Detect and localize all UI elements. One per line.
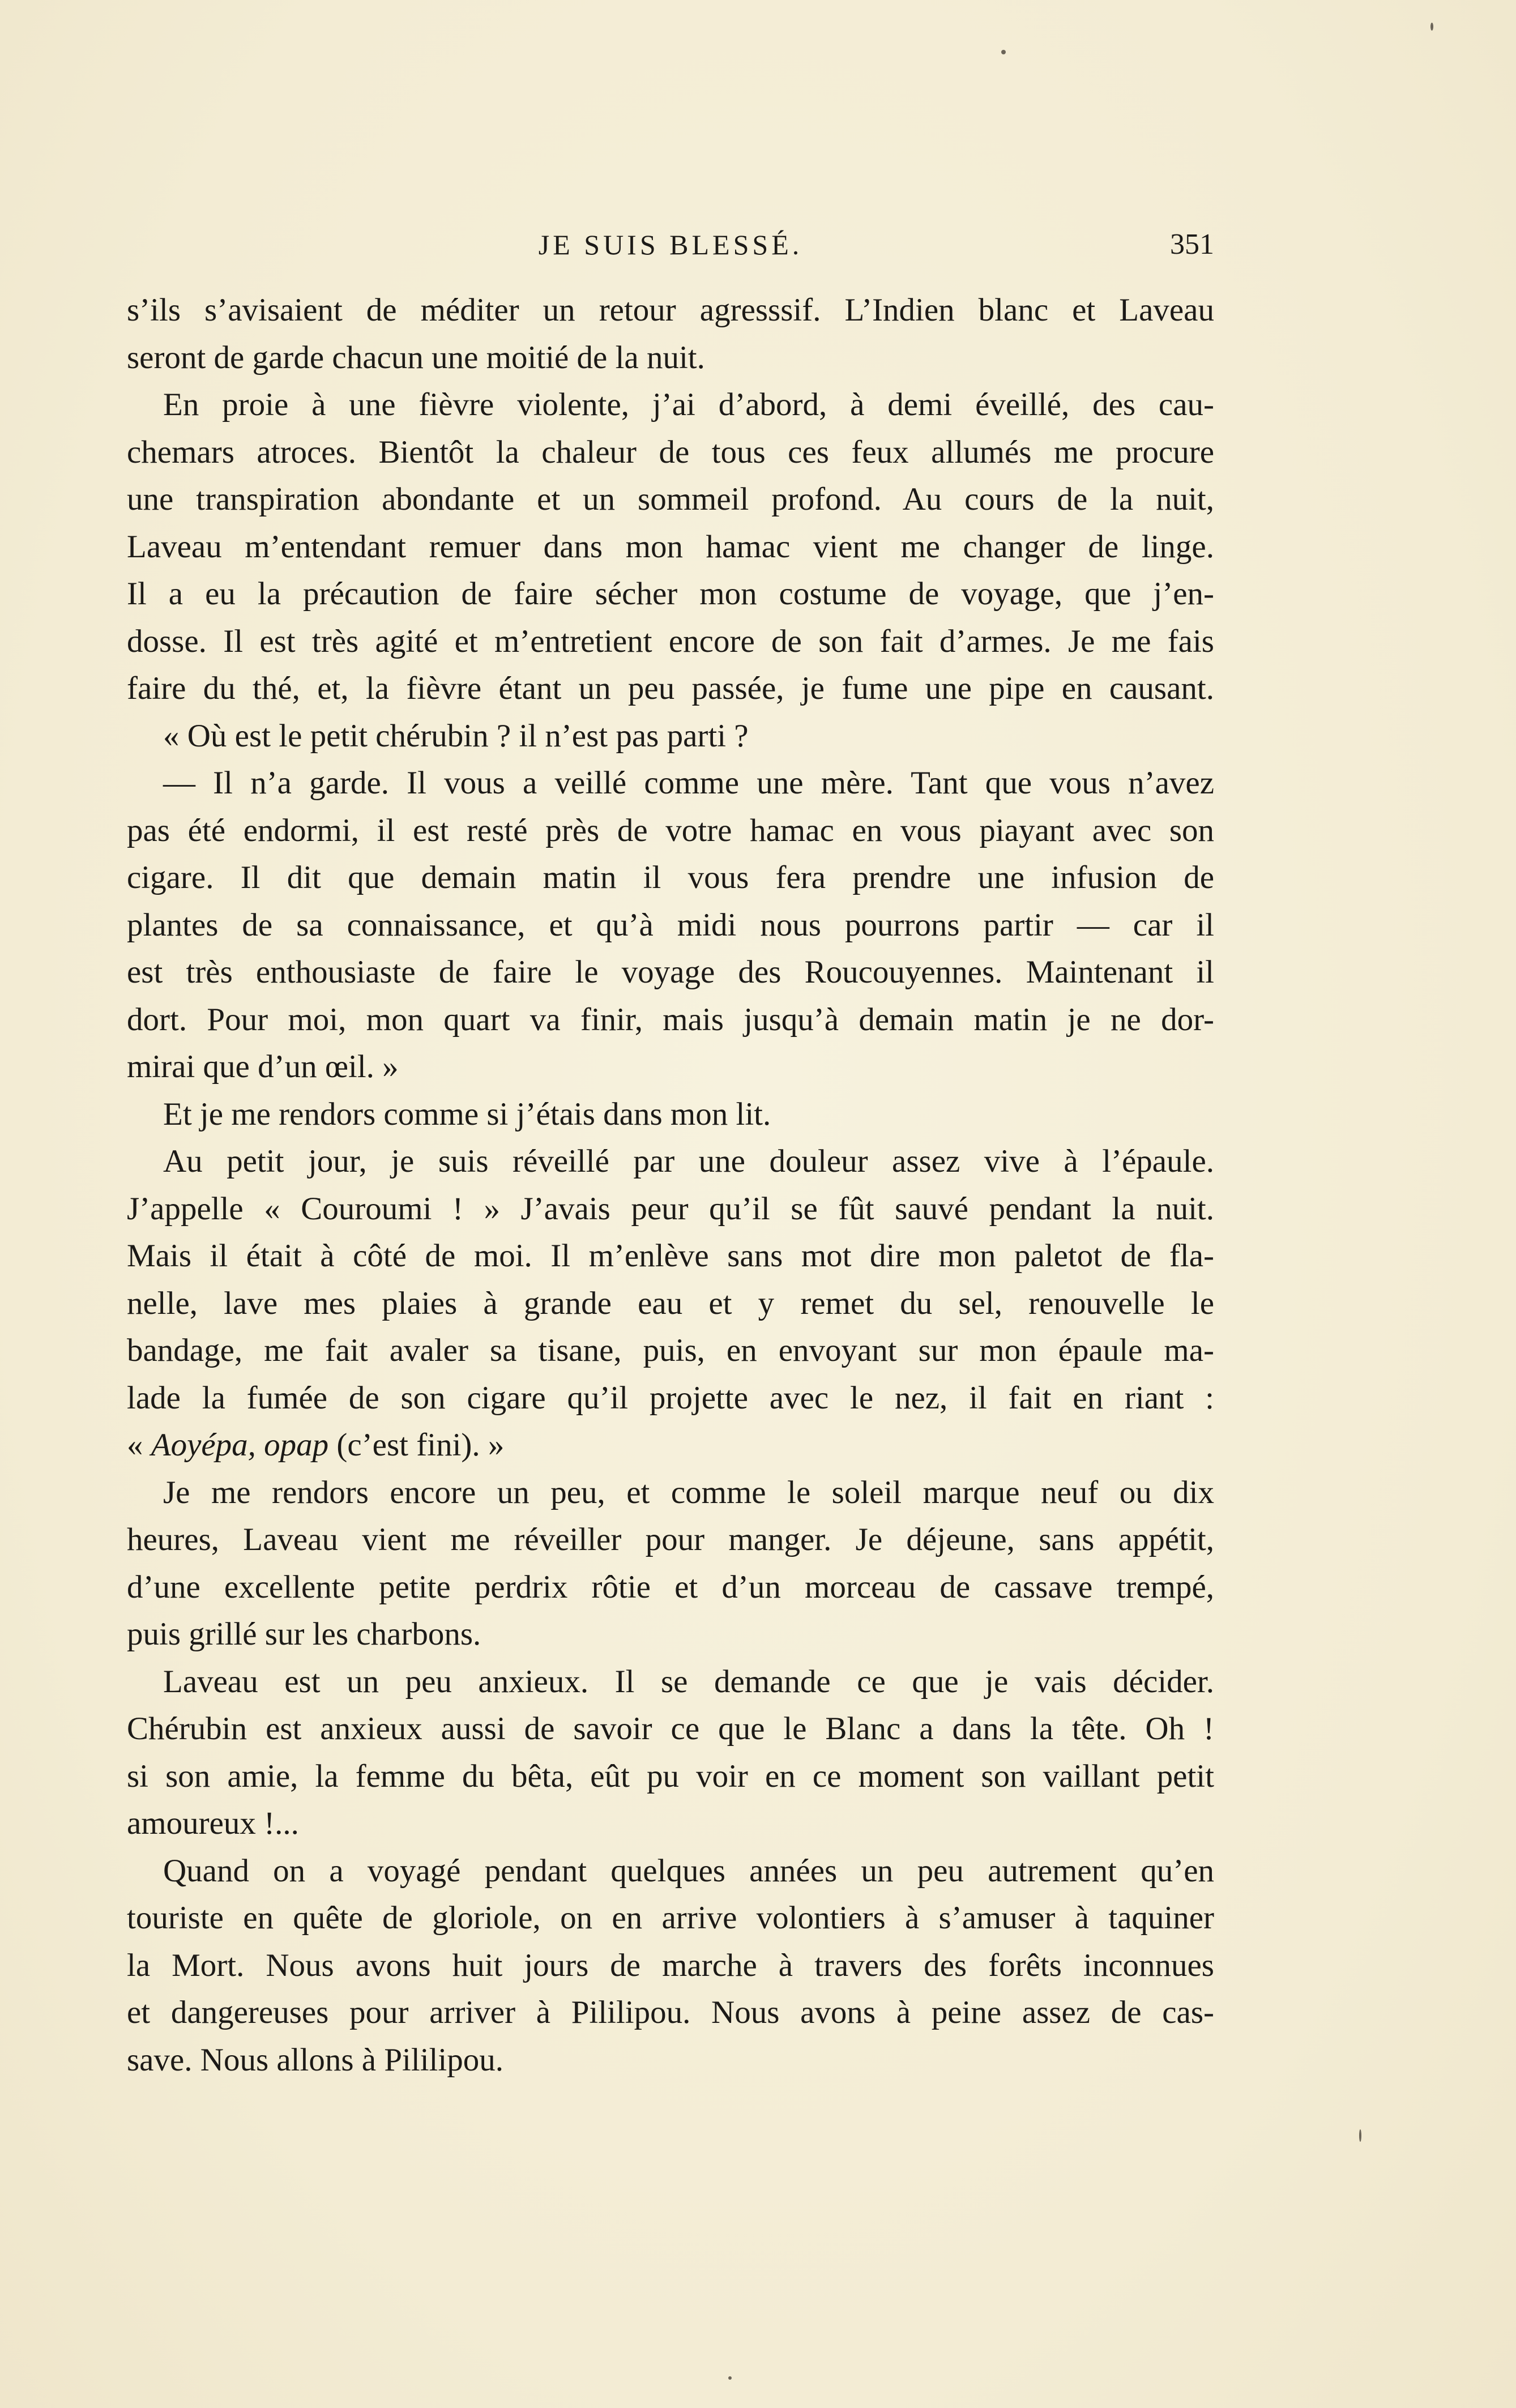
text-line: save. Nous allons à Pililipou. <box>127 2042 503 2078</box>
text-line: J’appelle « Couroumi ! » J’avais peur qu’il se fût sauvé pendant la nuit. <box>127 1190 1214 1227</box>
text-line: s’ils s’avisaient de méditer un retour agresssif. L’Indien blanc et Laveau <box>127 292 1214 328</box>
text-line: mirai que d’un œil. » <box>127 1049 399 1085</box>
text-line: heures, Laveau vient me réveiller pour manger. Je déjeune, sans appétit, <box>127 1522 1214 1557</box>
page-number: 351 <box>1170 228 1214 261</box>
text-line: dort. Pour moi, mon quart va finir, mais jusqu’à demain matin je ne dor- <box>127 1001 1214 1038</box>
text-line: si son amie, la femme du bêta, eût pu voir en ce moment son vaillant petit <box>127 1758 1214 1794</box>
text-line: touriste en quête de gloriole, on en arrive volontiers à s’amuser à taquiner <box>127 1900 1214 1936</box>
text-line: pas été endormi, il est resté près de votre hamac en vous piayant avec son <box>127 812 1214 848</box>
text-line: et dangereuses pour arriver à Pililipou. Nous avons à peine assez de cas- <box>127 1995 1214 2030</box>
paper-speck <box>1001 50 1006 54</box>
text-line: amoureux !... <box>127 1805 299 1841</box>
running-title: JE SUIS BLESSÉ. <box>538 229 803 261</box>
text-line: d’une excellente petite perdrix rôtie et d’un morceau de cassave trempé, <box>127 1569 1214 1605</box>
text-line: faire du thé, et, la fièvre étant un peu passée, je fume une pipe en causant. <box>127 671 1214 706</box>
text-line: « Où est le petit chérubin ? il n’est pas parti ? <box>163 718 749 754</box>
text-line: En proie à une fièvre violente, j’ai d’abord, à demi éveillé, des cau- <box>163 387 1214 422</box>
text-line: chemars atroces. Bientôt la chaleur de tous ces feux allumés me procure <box>127 434 1214 470</box>
text-line: Au petit jour, je suis réveillé par une douleur assez vive à l’épaule. <box>163 1143 1214 1179</box>
text-line: Laveau m’entendant remuer dans mon hamac vient me changer de linge. <box>127 528 1214 565</box>
text-line: Et je me rendors comme si j’étais dans mon lit. <box>163 1096 771 1132</box>
text-line: — Il n’a garde. Il vous a veillé comme une mère. Tant que vous n’avez <box>163 765 1214 801</box>
text-line: cigare. Il dit que demain matin il vous fera prendre une infusion de <box>127 860 1214 895</box>
text-line: Il a eu la précaution de faire sécher mon costume de voyage, que j’en- <box>127 576 1214 612</box>
body-text <box>127 287 1214 2083</box>
text-line: Quand on a voyagé pendant quelques années un peu autrement qu’en <box>163 1852 1214 1889</box>
text-line: seront de garde chacun une moitié de la nuit. <box>127 339 705 375</box>
text-line: est très enthousiaste de faire le voyage des Roucouyennes. Maintenant il <box>127 954 1214 990</box>
text-line: dosse. Il est très agité et m’entretient encore de son fait d’armes. Je me fais <box>127 623 1214 659</box>
text-line: Mais il était à côté de moi. Il m’enlève sans mot dire mon paletot de fla- <box>127 1238 1214 1274</box>
running-head <box>127 222 1214 267</box>
text-line: bandage, me fait avaler sa tisane, puis, en envoyant sur mon épaule ma- <box>127 1333 1214 1368</box>
text-line: lade la fumée de son cigare qu’il projette avec le nez, il fait en riant : <box>127 1380 1214 1416</box>
text-line: plantes de sa connaissance, et qu’à midi nous pourrons partir — car il <box>127 907 1214 943</box>
paper-speck <box>1359 2129 1361 2142</box>
text-line: la Mort. Nous avons huit jours de marche à travers des forêts inconnues <box>127 1947 1214 1983</box>
text-line: « Aoyépa, opap (c’est fini). » <box>127 1427 505 1463</box>
text-line: Chérubin est anxieux aussi de savoir ce que le Blanc a dans la tête. Oh ! <box>127 1711 1214 1747</box>
text-line: Laveau est un peu anxieux. Il se demande ce que je vais décider. <box>163 1663 1214 1700</box>
text-line: Je me rendors encore un peu, et comme le soleil marque neuf ou dix <box>163 1474 1214 1510</box>
text-line: une transpiration abondante et un sommeil profond. Au cours de la nuit, <box>127 481 1214 517</box>
text-line: puis grillé sur les charbons. <box>127 1616 481 1652</box>
paper-speck <box>728 2376 732 2380</box>
paper-speck <box>1430 23 1433 31</box>
text-line: nelle, lave mes plaies à grande eau et y remet du sel, renouvelle le <box>127 1285 1214 1321</box>
